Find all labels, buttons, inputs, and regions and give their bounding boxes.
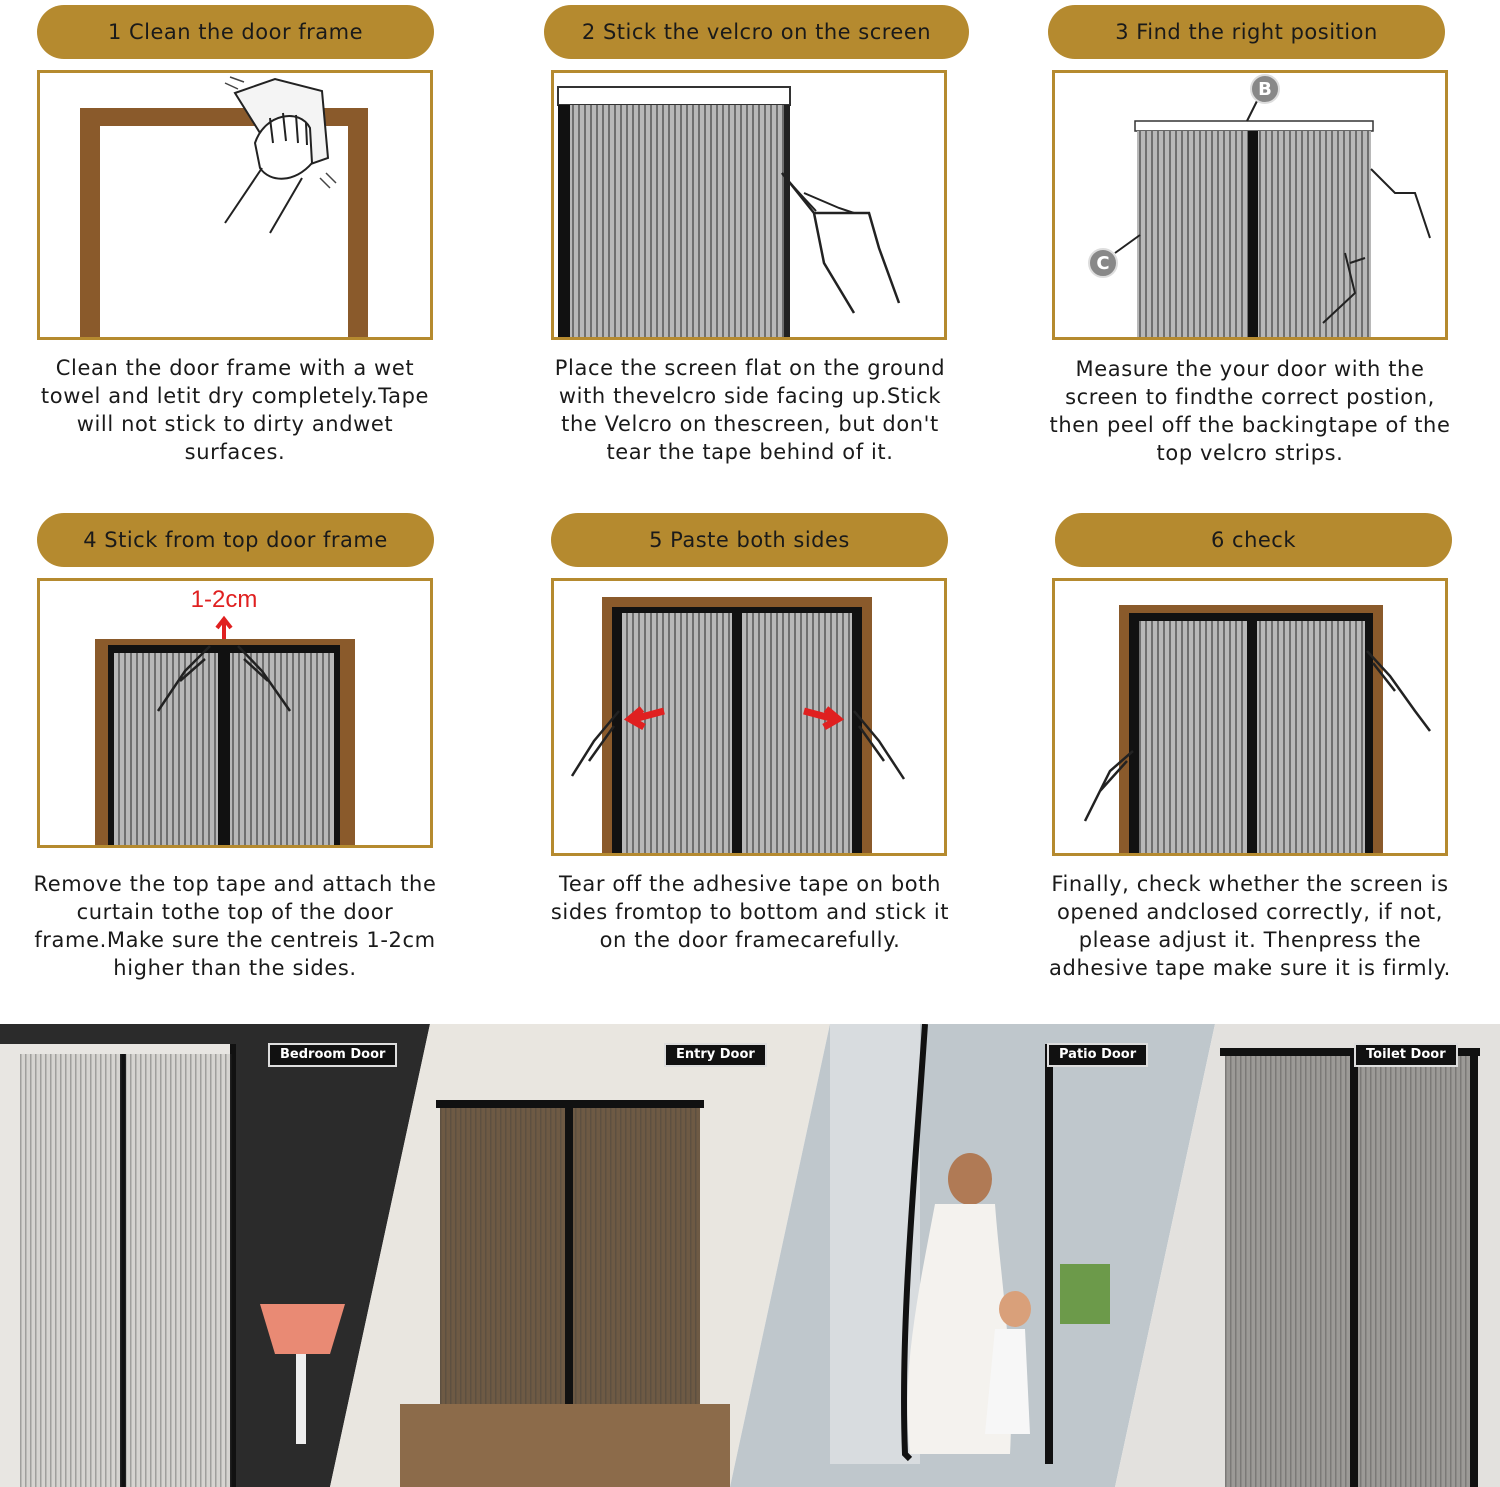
step-6-illustration: [1052, 578, 1448, 856]
step-6-title: 6 check: [1055, 513, 1452, 567]
step-5-illustration: [551, 578, 947, 856]
step-4-title: 4 Stick from top door frame: [37, 513, 434, 567]
step-4-illustration: [37, 578, 433, 848]
step-5-caption: Tear off the adhesive tape on both sides fromtop to bottom and stick it on the door framecarefully.: [550, 872, 950, 952]
step-2-title: 2 Stick the velcro on the screen: [544, 5, 969, 59]
step-5-title: 5 Paste both sides: [551, 513, 948, 567]
photo-label-toilet: Toilet Door: [1354, 1043, 1458, 1067]
step-2-caption: Place the screen flat on the ground with thevelcro side facing up.Stick the Velcro on thescreen, but don't tear the tape behind of it.: [554, 356, 946, 464]
step-3-caption: Measure the your door with the screen to findthe correct postion, then peel off the backingtape of the top velcro strips.: [1049, 357, 1451, 465]
marker-c: C: [1096, 253, 1110, 274]
marker-b: B: [1258, 79, 1272, 100]
door-photos: [0, 1024, 1500, 1487]
step-1-title: 1 Clean the door frame: [37, 5, 434, 59]
step-3-title: 3 Find the right position: [1048, 5, 1445, 59]
step-4-caption: Remove the top tape and attach the curtain tothe top of the door frame.Make sure the centreis 1-2cm higher than the sides.: [33, 872, 437, 980]
measure-label: 1-2cm: [190, 586, 258, 613]
step-1-illustration: [37, 70, 433, 340]
photo-label-bedroom: Bedroom Door: [268, 1043, 397, 1067]
step-6-caption: Finally, check whether the screen is opened andclosed correctly, if not, please adjust it. Thenpress the adhesive tape make sure it is firmly.: [1049, 872, 1451, 980]
step-3-illustration: [1052, 70, 1448, 340]
photo-label-entry: Entry Door: [664, 1043, 767, 1067]
step-1-caption: Clean the door frame with a wet towel and letit dry completely.Tape will not stick to dirty andwet surfaces.: [40, 356, 430, 464]
photo-label-patio: Patio Door: [1047, 1043, 1148, 1067]
step-2-illustration: [551, 70, 947, 340]
